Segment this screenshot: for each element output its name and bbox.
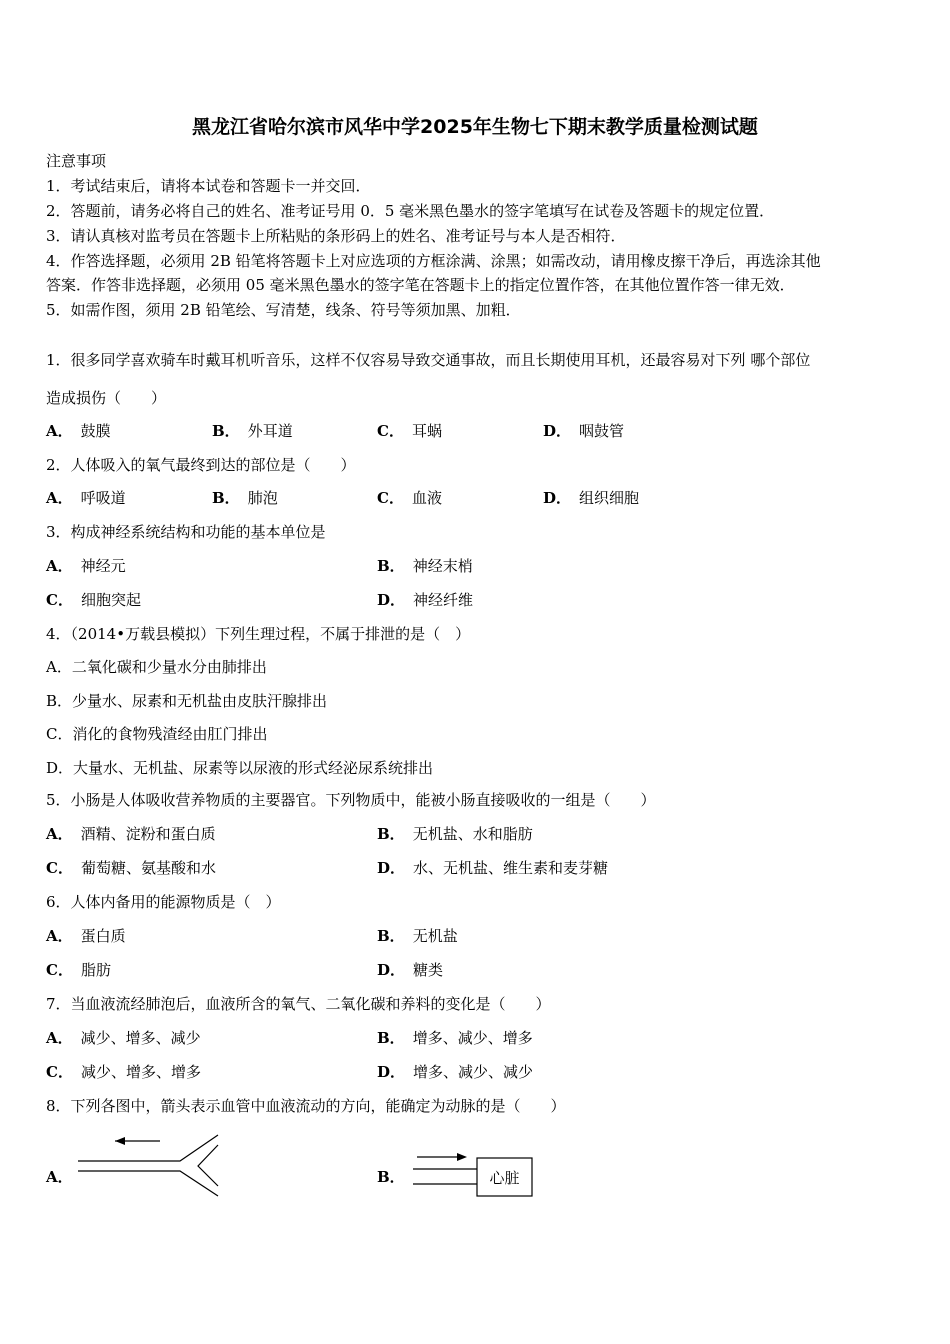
- option-d[interactable]: [377, 858, 608, 878]
- option-c[interactable]: [46, 724, 268, 744]
- option-b[interactable]: [377, 1028, 533, 1048]
- option-c[interactable]: [377, 421, 442, 441]
- option-text: 细胞突起: [80, 591, 141, 609]
- option-b[interactable]: [46, 691, 327, 711]
- option-key: A．: [46, 557, 73, 575]
- option-key: B．: [46, 692, 73, 710]
- option-text: 组织细胞: [579, 489, 640, 507]
- option-text: 大量水、无机盐、尿素等以尿液的形式经泌尿系统排出: [73, 759, 434, 777]
- option-key: D．: [543, 489, 572, 507]
- option-c[interactable]: [46, 960, 111, 980]
- question-stem: 4．（2014•万载县模拟）下列生理过程，不属于排泄的是（ ）: [46, 625, 471, 643]
- option-key: B．: [212, 422, 240, 440]
- option-c[interactable]: [377, 488, 442, 508]
- option-c[interactable]: [46, 1062, 201, 1082]
- vessel-wall-lower: [78, 1171, 218, 1196]
- notice-item: 1．考试结束后，请将本试卷和答题卡一并交回．: [46, 177, 371, 195]
- option-text: 糖类: [413, 961, 444, 979]
- option-text: 葡萄糖、氨基酸和水: [80, 859, 216, 877]
- option-a[interactable]: [46, 488, 126, 508]
- option-a[interactable]: [46, 824, 216, 844]
- question-stem: 5．小肠是人体吸收营养物质的主要器官。下列物质中，能被小肠直接吸收的一组是（ ）: [46, 791, 656, 809]
- notice-heading: 注意事项: [46, 152, 107, 170]
- option-key: C．: [46, 725, 73, 743]
- option-key: D．: [377, 961, 406, 979]
- option-key: A．: [46, 1168, 73, 1186]
- option-key: A．: [46, 927, 73, 945]
- question-stem: 造成损伤（ ）: [46, 389, 167, 407]
- notice-item: 4．作答选择题，必须用 2B 铅笔将答题卡上对应选项的方框涂满、涂黑；如需改动，请用橡皮擦干净后，再选涂其他: [46, 252, 821, 270]
- option-text: 咽鼓管: [579, 422, 625, 440]
- option-key: B．: [377, 825, 405, 843]
- option-key: D．: [543, 422, 572, 440]
- option-key: A．: [46, 658, 72, 676]
- notice-item: 2．答题前，请务必将自己的姓名、准考证号用 0．5 毫米黑色墨水的签字笔填写在试卷及答题卡的规定位置．: [46, 202, 775, 220]
- option-text: 脂肪: [80, 961, 111, 979]
- notice-item: 3．请认真核对监考员在答题卡上所粘贴的条形码上的姓名、准考证号与本人是否相符．: [46, 227, 626, 245]
- notice-item: 5．如需作图，须用 2B 铅笔绘、写清楚，线条、符号等须加黑、加粗．: [46, 301, 521, 319]
- question-stem: 8．下列各图中，箭头表示血管中血液流动的方向，能确定为动脉的是（ ）: [46, 1097, 566, 1115]
- option-key: D．: [46, 759, 74, 777]
- option-a[interactable]: [46, 556, 126, 576]
- option-text: 神经末梢: [412, 557, 473, 575]
- option-text: 酒精、淀粉和蛋白质: [80, 825, 216, 843]
- option-d[interactable]: [377, 1062, 533, 1082]
- option-text: 无机盐: [412, 927, 458, 945]
- option-key: B．: [377, 1029, 405, 1047]
- option-text: 增多、减少、减少: [413, 1063, 534, 1081]
- vessel-wall-upper: [78, 1135, 218, 1161]
- option-b[interactable]: [212, 488, 278, 508]
- figure-b-heart: [405, 1150, 540, 1200]
- option-key: C．: [46, 1063, 73, 1081]
- option-key: A．: [46, 825, 73, 843]
- vessel-fork: [198, 1145, 218, 1186]
- option-a[interactable]: [46, 657, 267, 677]
- option-key: B．: [377, 927, 405, 945]
- option-text: 呼吸道: [80, 489, 126, 507]
- option-d[interactable]: [543, 421, 624, 441]
- option-text: 神经元: [80, 557, 126, 575]
- arrow-head: [457, 1153, 467, 1161]
- option-text: 肺泡: [247, 489, 278, 507]
- option-key: A．: [46, 489, 73, 507]
- option-b[interactable]: [212, 421, 293, 441]
- option-key: C．: [377, 489, 404, 507]
- option-text: 减少、增多、增多: [80, 1063, 201, 1081]
- option-key: A．: [46, 422, 73, 440]
- page-title: 黑龙江省哈尔滨市风华中学2025年生物七下期末教学质量检测试题: [192, 116, 758, 138]
- notice-item: 答案．作答非选择题，必须用 05 毫米黑色墨水的签字笔在答题卡上的指定位置作答，在其他位置作答一律无效．: [46, 276, 795, 294]
- option-key: C．: [46, 961, 73, 979]
- option-text: 无机盐、水和脂肪: [412, 825, 533, 843]
- option-text: 耳蜗: [411, 422, 442, 440]
- option-text: 蛋白质: [80, 927, 126, 945]
- option-b[interactable]: [377, 556, 473, 576]
- option-text: 消化的食物残渣经由肛门排出: [72, 725, 268, 743]
- question-stem: 2．人体吸入的氧气最终到达的部位是（ ）: [46, 456, 356, 474]
- option-text: 减少、增多、减少: [80, 1029, 201, 1047]
- question-stem: 3．构成神经系统结构和功能的基本单位是: [46, 523, 326, 541]
- question-stem: 6．人体内备用的能源物质是（ ）: [46, 893, 281, 911]
- option-key: D．: [377, 591, 406, 609]
- question-stem: 7．当血液流经肺泡后，血液所含的氧气、二氧化碳和养料的变化是（ ）: [46, 995, 551, 1013]
- option-text: 鼓膜: [80, 422, 111, 440]
- option-key: D．: [377, 1063, 406, 1081]
- option-text: 外耳道: [247, 422, 293, 440]
- figure-a-vessel-branch: [70, 1128, 240, 1200]
- option-d[interactable]: [46, 758, 433, 778]
- option-key: B．: [377, 1168, 405, 1186]
- option-key: A．: [46, 1029, 73, 1047]
- option-a[interactable]: [46, 421, 111, 441]
- arrow-head: [115, 1137, 125, 1145]
- question-stem: 1．很多同学喜欢骑车时戴耳机听音乐，这样不仅容易导致交通事故，而且长期使用耳机，还最容易对下列 哪个部位: [46, 351, 811, 369]
- option-text: 少量水、尿素和无机盐由皮肤汗腺排出: [72, 692, 328, 710]
- option-key: C．: [46, 859, 73, 877]
- option-text: 血液: [411, 489, 442, 507]
- option-key: D．: [377, 859, 406, 877]
- option-b[interactable]: [377, 824, 533, 844]
- option-d[interactable]: [377, 590, 473, 610]
- option-c[interactable]: [46, 858, 216, 878]
- option-a[interactable]: [46, 1028, 201, 1048]
- option-d[interactable]: [543, 488, 639, 508]
- option-text: 水、无机盐、维生素和麦芽糖: [413, 859, 609, 877]
- option-a[interactable]: [46, 926, 126, 946]
- option-key: C．: [377, 422, 404, 440]
- heart-label: 心脏: [489, 1169, 520, 1187]
- option-text: 神经纤维: [413, 591, 474, 609]
- option-text: 二氧化碳和少量水分由肺排出: [71, 658, 267, 676]
- option-d[interactable]: [377, 960, 443, 980]
- option-key: B．: [212, 489, 240, 507]
- option-c[interactable]: [46, 590, 141, 610]
- option-key: B．: [377, 557, 405, 575]
- option-text: 增多、减少、增多: [412, 1029, 533, 1047]
- option-b[interactable]: [377, 926, 458, 946]
- option-key: C．: [46, 591, 73, 609]
